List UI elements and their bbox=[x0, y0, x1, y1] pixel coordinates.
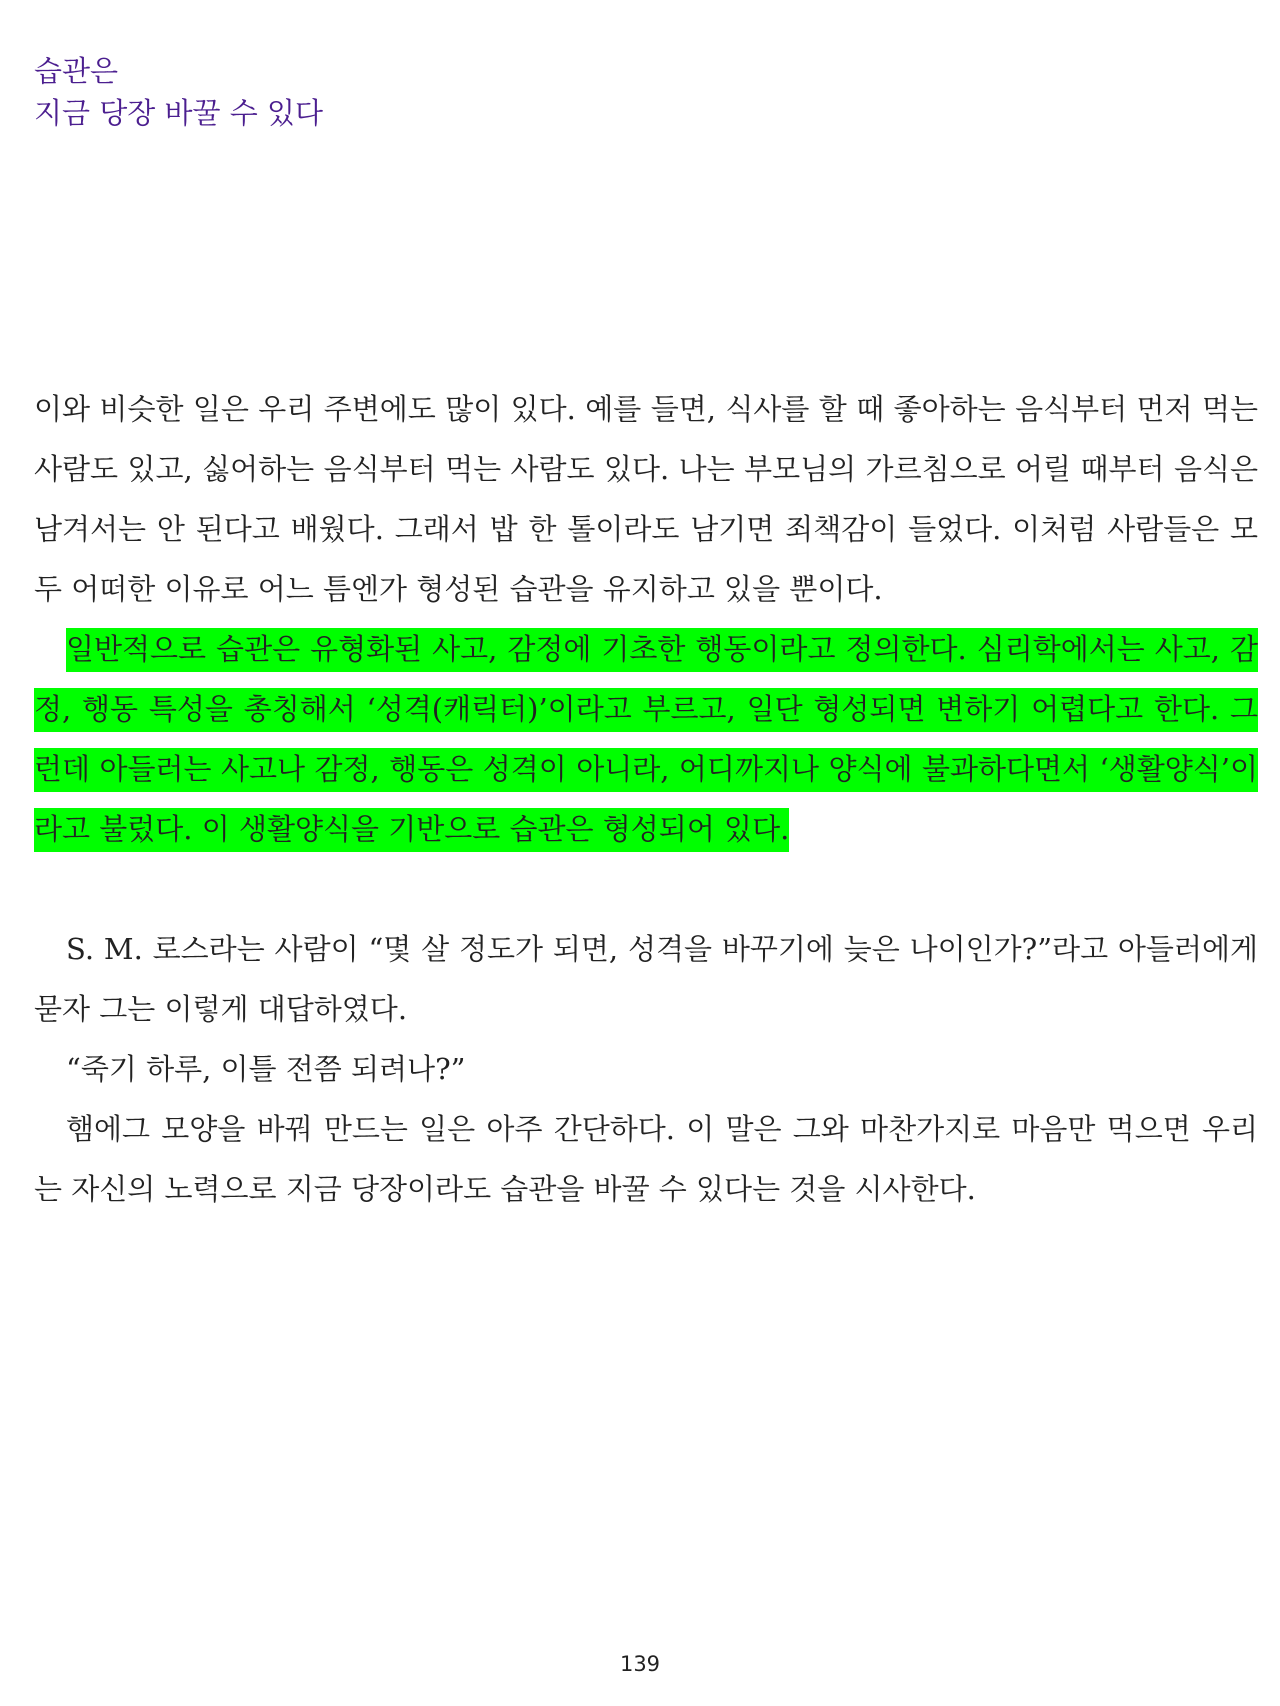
chapter-title-line-1: 습관은 bbox=[34, 54, 119, 88]
chapter-title bbox=[34, 50, 323, 134]
paragraph-4-quote: “죽기 하루, 이틀 전쯤 되려나?” bbox=[66, 1052, 466, 1086]
chapter-title-line-2: 지금 당장 바꿀 수 있다 bbox=[34, 96, 323, 130]
paragraph-5: 햄에그 모양을 바꿔 만드는 일은 아주 간단하다. 이 말은 그와 마찬가지로 마음만 먹으면 우리는 자신의 노력으로 지금 당장이라도 습관을 바꿀 수 있다는 것을 시사한다. bbox=[34, 1112, 1258, 1206]
page-number: 139 bbox=[619, 1652, 661, 1676]
paragraph-3: S. M. 로스라는 사람이 “몇 살 정도가 되면, 성격을 바꾸기에 늦은 나이인가?”라고 아들러에게 묻자 그는 이렇게 대답하였다. bbox=[34, 932, 1258, 1026]
highlighted-passage: 일반적으로 습관은 유형화된 사고, 감정에 기초한 행동이라고 정의한다. 심리학에서는 사고, 감정, 행동 특성을 총칭해서 ‘성격(캐릭터)’이라고 부르고, 일단 형성되면 변하기 어렵다고 한다. 그런데 아들러는 사고나 감정, 행동은 성격이 아니라, 어디까지나 양식에 불과하다면서 ‘생활양식’이라고 불렀다. 이 생활양식을 기반으로 습관은 형성되어 있다. bbox=[34, 628, 1258, 852]
body-text bbox=[34, 379, 1258, 1219]
paragraph-2 bbox=[34, 619, 1258, 859]
paragraph-1: 이와 비슷한 일은 우리 주변에도 많이 있다. 예를 들면, 식사를 할 때 좋아하는 음식부터 먼저 먹는 사람도 있고, 싫어하는 음식부터 먹는 사람도 있다. 나는 부모님의 가르침으로 어릴 때부터 음식은 남겨서는 안 된다고 배웠다. 그래서 밥 한 톨이라도 남기면 죄책감이 들었다. 이처럼 사람들은 모두 어떠한 이유로 어느 틈엔가 형성된 습관을 유지하고 있을 뿐이다. bbox=[34, 392, 1258, 606]
